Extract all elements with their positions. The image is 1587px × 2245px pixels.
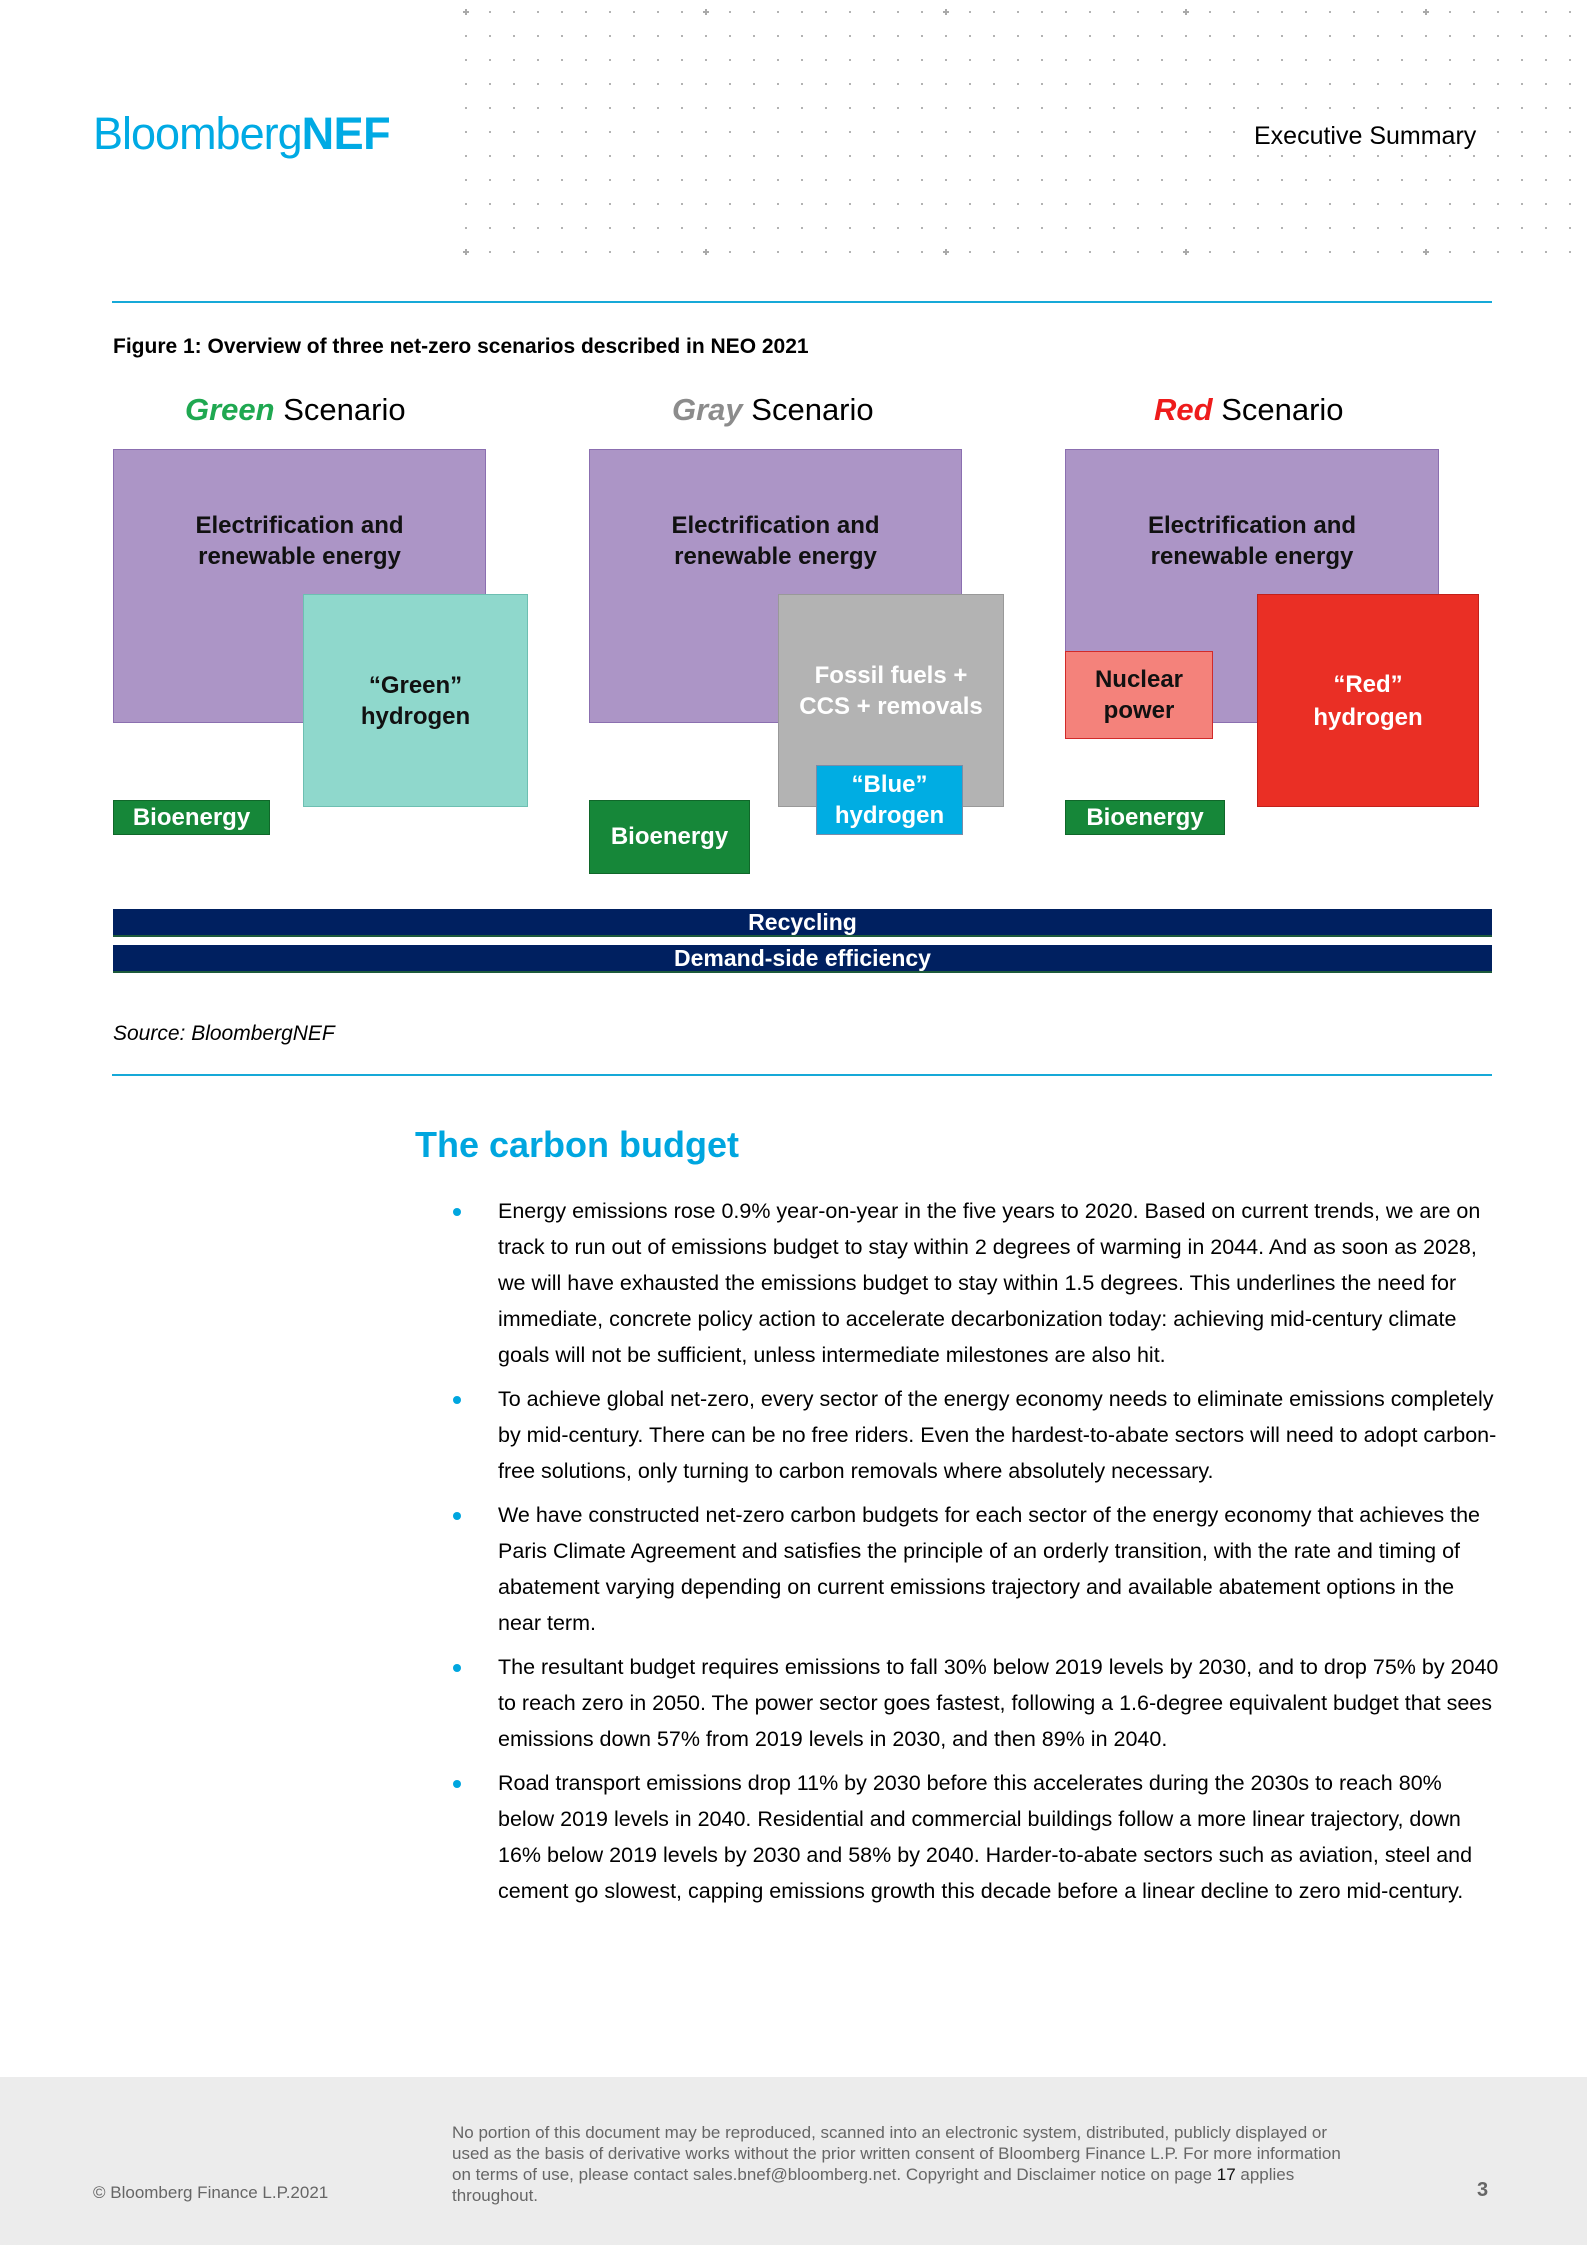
bullet-dot-icon — [453, 1780, 461, 1788]
bullet-text: Energy emissions rose 0.9% year-on-year in the five years to 2020. Based on current trends, we are on track to run out of emissions budget to stay within 2 degrees of warming in 2044. And as soon as 2028, we will have exhausted the emissions budget to stay within 1.5 degrees. This underlines the need for immediate, concrete policy action to accelerate decarbonization today: achieving mid-century climate goals will not be sufficient, unless intermediate milestones are also hit. — [498, 1199, 1481, 1367]
bullet-text: Road transport emissions drop 11% by 2030 before this accelerates during the 2030s to reach 80% below 2019 levels in 2040. Residential and commercial buildings follow a more linear trajectory, down 16% below 2019 levels by 2030 and 58% by 2040. Harder-to-abate sectors such as aviation, steel and cement go slowest, capping emissions growth this decade before a linear decline to zero mid-century. — [498, 1771, 1473, 1903]
bullet-text: To achieve global net-zero, every sector of the energy economy needs to eliminate emissions completely by mid-century. There can be no free riders. Even the hardest-to-abate sectors will need to adopt carbon-free solutions, only turning to carbon removals where absolutely necessary. — [498, 1387, 1497, 1483]
footer-disclaimer — [452, 2122, 1352, 2206]
demand-side-efficiency-bar: Demand-side efficiency — [113, 945, 1492, 973]
figure-bottom-divider — [112, 1074, 1492, 1076]
bullet-item — [440, 1497, 1500, 1641]
scenario-title-gray — [672, 392, 874, 428]
bullet-dot-icon — [453, 1512, 461, 1520]
box-label: “Red” hydrogen — [1313, 670, 1423, 731]
scenario-title-red — [1154, 392, 1344, 428]
disclaimer-page-link[interactable]: 17 — [1216, 2165, 1236, 2184]
bullet-item — [440, 1193, 1500, 1373]
top-divider — [112, 301, 1492, 303]
logo-text-nef: NEF — [301, 108, 391, 159]
section-label: Executive Summary — [1250, 120, 1480, 152]
green-hydrogen-box — [303, 594, 528, 807]
disclaimer-text: No portion of this document may be reproduced, scanned into an electronic system, distributed, publicly displayed or used as the basis of derivative works without the prior written consent of Bloomberg Finance L.P. For more information on terms of use, please contact sales.bnef@bloomberg.net. Copyright and Disclaimer notice on page — [452, 2123, 1341, 2184]
box-label: Electrification and renewable energy — [195, 512, 404, 570]
bullet-dot-icon — [453, 1208, 461, 1216]
scenario-name-gray: Gray — [672, 392, 743, 427]
bullet-list — [440, 1193, 1500, 1917]
footer-copyright: © Bloomberg Finance L.P.2021 — [93, 2183, 329, 2202]
figure-caption: Figure 1: Overview of three net-zero scenarios described in NEO 2021 — [113, 335, 809, 358]
page-number: 3 — [1477, 2179, 1489, 2201]
recycling-bar: Recycling — [113, 909, 1492, 937]
bullet-item — [440, 1765, 1500, 1909]
bullet-item — [440, 1381, 1500, 1489]
box-label: Nuclear power — [1094, 666, 1184, 724]
disclaimer-text-end: applies throughout. — [452, 2165, 1295, 2205]
bullet-item — [440, 1649, 1500, 1757]
bloombergnef-logo — [93, 108, 390, 160]
figure-source: Source: BloombergNEF — [113, 1022, 335, 1045]
section-heading: The carbon budget — [415, 1124, 739, 1165]
gray-blue-hydrogen-box — [816, 765, 963, 835]
scenario-name-red: Red — [1154, 392, 1213, 427]
scenario-suffix: Scenario — [1212, 392, 1344, 427]
box-label: Electrification and renewable energy — [671, 512, 880, 570]
red-hydrogen-box — [1257, 594, 1479, 807]
red-nuclear-box — [1065, 651, 1213, 739]
scenario-name-green: Green — [185, 392, 275, 427]
bullet-dot-icon — [453, 1664, 461, 1672]
box-label: Electrification and renewable energy — [1147, 512, 1357, 570]
scenario-title-green — [185, 392, 406, 428]
bullet-text: The resultant budget requires emissions to fall 30% below 2019 levels by 2030, and to drop 75% by 2040 to reach zero in 2050. The power sector goes fastest, following a 1.6-degree equivalent budget that sees emissions down 57% from 2019 levels in 2030, and then 89% in 2040. — [498, 1655, 1499, 1751]
bullet-dot-icon — [453, 1396, 461, 1404]
bullet-text: We have constructed net-zero carbon budgets for each sector of the energy economy that achieves the Paris Climate Agreement and satisfies the principle of an orderly transition, with the rate and timing of abatement varying depending on current emissions trajectory and available abatement options in the near term. — [498, 1503, 1481, 1635]
box-label: Fossil fuels + CCS + removals — [799, 661, 983, 720]
scenario-suffix: Scenario — [742, 392, 874, 427]
green-bioenergy-box: Bioenergy — [113, 800, 270, 835]
box-label: “Green” hydrogen — [360, 671, 471, 730]
gray-bioenergy-box: Bioenergy — [589, 800, 750, 874]
logo-text-bloomberg: Bloomberg — [93, 108, 302, 159]
red-bioenergy-box: Bioenergy — [1065, 800, 1225, 835]
scenario-suffix: Scenario — [274, 392, 406, 427]
box-label: “Blue” hydrogen — [834, 771, 945, 829]
